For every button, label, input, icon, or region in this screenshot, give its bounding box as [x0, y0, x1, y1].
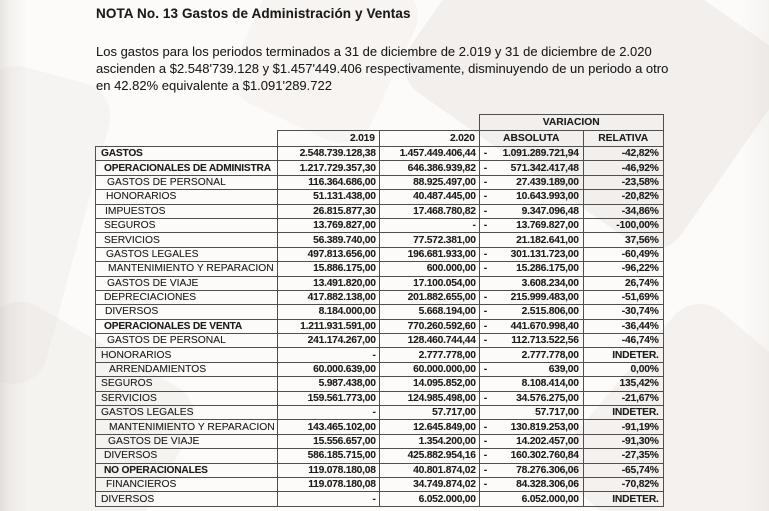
table-row [96, 204, 664, 218]
value-absoluta [479, 290, 583, 304]
row-label: GASTOS DE VIAJE [107, 277, 199, 289]
value-2020: 17.468.780,82 [379, 204, 479, 218]
table-row [96, 218, 664, 232]
absoluta-amount: 78.276.306,06 [516, 464, 579, 476]
value-2019: 1.217.729.357,30 [277, 161, 379, 175]
table-row [96, 391, 664, 405]
table-row [96, 247, 664, 261]
absoluta-amount: 441.670.998,40 [510, 320, 579, 332]
table-row [96, 175, 664, 189]
value-absoluta [479, 218, 583, 232]
variacion-header-row [96, 115, 664, 131]
minus-sign: - [483, 263, 488, 275]
value-absoluta [479, 449, 583, 463]
absoluta-amount: 130.819.253,00 [510, 421, 579, 433]
minus-sign: - [483, 248, 488, 260]
absoluta-amount: 14.202.457,00 [516, 436, 579, 447]
value-absoluta [479, 492, 583, 506]
absoluta-amount: 57.717,00 [535, 407, 579, 419]
table-row [96, 406, 664, 420]
table-row [96, 319, 664, 333]
value-absoluta [479, 434, 583, 448]
table-row [96, 233, 664, 247]
column-header-row [96, 131, 664, 147]
value-relativa: 135,42% [583, 377, 663, 391]
value-absoluta [479, 233, 583, 247]
row-label: OPERACIONALES DE VENTA [104, 320, 243, 332]
value-relativa: -91,30% [583, 434, 663, 448]
value-relativa: -96,22% [583, 262, 663, 276]
value-absoluta [479, 161, 583, 175]
minus-sign: - [483, 335, 488, 347]
value-absoluta [479, 362, 583, 376]
minus-sign: - [483, 392, 488, 404]
col-header-absoluta: ABSOLUTA [479, 131, 583, 147]
value-2020: 12.645.849,00 [379, 420, 479, 434]
value-2019: 13.491.820,00 [277, 276, 379, 290]
minus-sign: - [483, 306, 488, 318]
intro-paragraph [96, 43, 736, 95]
value-relativa: -21,67% [583, 391, 663, 405]
absoluta-amount: 9.347.096,48 [521, 205, 579, 217]
value-absoluta [479, 420, 583, 434]
absoluta-amount: 8.108.414,00 [521, 378, 579, 390]
value-2019: 1.211.931.591,00 [277, 319, 379, 333]
minus-sign: - [483, 162, 488, 174]
value-2020: 17.100.054,00 [379, 276, 479, 290]
row-label: ARRENDAMIENTOS [109, 364, 207, 376]
intro-paragraph-line: en 42.82% equivalente a $1.091'289.722 [96, 78, 332, 94]
value-relativa: -65,74% [583, 463, 663, 477]
value-2020: 646.386.939,82 [379, 161, 479, 175]
value-2020: 201.882.655,00 [379, 290, 479, 304]
value-2019: 159.561.773,00 [277, 391, 379, 405]
value-relativa: -51,69% [583, 290, 663, 304]
value-absoluta [479, 348, 583, 362]
row-label: HONORARIOS [106, 191, 177, 203]
intro-paragraph-line: ascienden a $2.548'739.128 y $1.457'449.406 respectivamente, disminuyendo de un periodo a otro [96, 61, 669, 77]
value-2019: - [277, 406, 379, 420]
value-relativa: -70,82% [583, 477, 663, 491]
table-row [96, 377, 664, 391]
value-2020: 77.572.381,00 [379, 233, 479, 247]
row-label: MANTENIMIENTO Y REPARACION [108, 263, 274, 275]
value-2020: 1.354.200,00 [379, 434, 479, 448]
table-row [96, 434, 664, 448]
value-relativa: -20,82% [583, 190, 663, 204]
row-label: DIVERSOS [105, 306, 159, 318]
table-row [96, 420, 664, 434]
value-2019: 5.987.438,00 [277, 377, 379, 391]
value-2020: 14.095.852,00 [379, 377, 479, 391]
row-label: GASTOS LEGALES [106, 248, 199, 260]
value-2019: 13.769.827,00 [277, 218, 379, 232]
minus-sign: - [483, 220, 488, 232]
value-2020: 60.000.000,00 [379, 362, 479, 376]
absoluta-amount: 6.052.000,00 [521, 493, 579, 505]
table-row [96, 161, 664, 175]
value-relativa: -30,74% [583, 305, 663, 319]
absoluta-amount: 13.769.827,00 [516, 220, 579, 232]
value-relativa: INDETER. [583, 348, 663, 362]
minus-sign: - [483, 436, 488, 447]
value-2020: 40.801.874,02 [379, 463, 479, 477]
minus-sign: - [483, 421, 488, 433]
variacion-header: VARIACION [479, 115, 663, 131]
value-relativa: -42,82% [583, 147, 663, 161]
value-relativa: -46,74% [583, 334, 663, 348]
absoluta-amount: 2.515.806,00 [521, 306, 579, 318]
absoluta-amount: 34.576.275,00 [516, 392, 579, 404]
value-2019: 497.813.656,00 [277, 247, 379, 261]
table-row [96, 262, 664, 276]
row-label: DIVERSOS [104, 450, 158, 462]
row-label: GASTOS [101, 148, 143, 160]
value-2019: 56.389.740,00 [277, 233, 379, 247]
value-2020: 124.985.498,00 [379, 391, 479, 405]
value-2020: 600.000,00 [379, 262, 479, 276]
value-relativa: -36,44% [583, 319, 663, 333]
value-2019: 143.465.102,00 [277, 420, 379, 434]
value-2020: 88.925.497,00 [379, 175, 479, 189]
value-2020: 770.260.592,60 [379, 319, 479, 333]
value-2019: 8.184.000,00 [277, 305, 379, 319]
value-2020: 1.457.449.406,44 [379, 147, 479, 161]
absoluta-amount: 1.091.289.721,94 [502, 148, 579, 160]
value-relativa: 37,56% [583, 233, 663, 247]
value-2020: 40.487.445,00 [379, 190, 479, 204]
row-label: GASTOS LEGALES [101, 407, 194, 419]
value-absoluta [479, 377, 583, 391]
value-2019: 2.548.739.128,38 [277, 147, 379, 161]
value-absoluta [479, 477, 583, 491]
absoluta-amount: 84.328.306,06 [516, 479, 579, 491]
table-row [96, 305, 664, 319]
value-absoluta [479, 247, 583, 261]
row-label: MANTENIMIENTO Y REPARACION [109, 421, 275, 433]
value-absoluta [479, 463, 583, 477]
value-2019: 119.078.180,08 [277, 477, 379, 491]
table-row [96, 492, 664, 506]
table-row [96, 362, 664, 376]
row-label: SEGUROS [104, 220, 156, 232]
value-2020: 6.052.000,00 [379, 492, 479, 506]
value-2019: 119.078.180,08 [277, 463, 379, 477]
value-relativa: 26,74% [583, 276, 663, 290]
absoluta-amount: 215.999.483,00 [510, 292, 579, 304]
value-2020: - [379, 218, 479, 232]
value-2019: 60.000.639,00 [277, 362, 379, 376]
table-row [96, 276, 664, 290]
value-relativa: -23,58% [583, 175, 663, 189]
row-label: SERVICIOS [101, 392, 157, 404]
minus-sign: - [483, 479, 488, 491]
row-label: DIVERSOS [101, 493, 155, 505]
absoluta-amount: 112.713.522,56 [511, 335, 579, 347]
value-absoluta [479, 147, 583, 161]
minus-sign: - [483, 364, 488, 376]
absoluta-amount: 15.286.175,00 [516, 263, 579, 275]
absoluta-amount: 160.302.760,84 [510, 450, 579, 462]
value-absoluta [479, 175, 583, 189]
value-relativa: INDETER. [583, 492, 663, 506]
minus-sign: - [483, 320, 488, 332]
minus-sign: - [483, 148, 488, 160]
value-relativa: -60,49% [583, 247, 663, 261]
row-label: SEGUROS [101, 378, 153, 390]
value-2020: 57.717,00 [379, 406, 479, 420]
absoluta-amount: 27.439.189,00 [516, 176, 579, 188]
table-row [96, 449, 664, 463]
value-2019: 116.364.686,00 [277, 175, 379, 189]
value-2020: 196.681.933,00 [379, 247, 479, 261]
value-relativa: 0,00% [583, 362, 663, 376]
value-relativa: -91,19% [583, 420, 663, 434]
col-header-relativa: RELATIVA [583, 131, 663, 147]
value-2019: 417.882.138,00 [277, 290, 379, 304]
absoluta-amount: 2.777.778,00 [521, 349, 579, 361]
value-absoluta [479, 204, 583, 218]
value-absoluta [479, 391, 583, 405]
table-row [96, 334, 664, 348]
row-label: GASTOS DE VIAJE [108, 436, 200, 447]
value-2020: 5.668.194,00 [379, 305, 479, 319]
row-label: OPERACIONALES DE ADMINISTRA [104, 162, 271, 174]
minus-sign: - [483, 292, 488, 304]
value-absoluta [479, 262, 583, 276]
value-relativa: -34,86% [583, 204, 663, 218]
value-relativa: INDETER. [583, 406, 663, 420]
value-2020: 128.460.744,44 [379, 334, 479, 348]
intro-paragraph-line: Los gastos para los periodos terminados a 31 de diciembre de 2.019 y 31 de diciembre de 2.020 [96, 44, 652, 59]
absoluta-amount: 639,00 [548, 364, 579, 376]
value-relativa: -46,92% [583, 161, 663, 175]
blank-header-cell [96, 131, 278, 147]
value-2019: 51.131.438,00 [277, 190, 379, 204]
note-title: NOTA No. 13 Gastos de Administración y Ventas [96, 6, 411, 21]
value-absoluta [479, 305, 583, 319]
row-label: GASTOS DE PERSONAL [107, 176, 226, 188]
row-label: GASTOS DE PERSONAL [107, 335, 226, 347]
minus-sign: - [483, 450, 488, 462]
table-row [96, 290, 664, 304]
value-absoluta [479, 334, 583, 348]
row-label: NO OPERACIONALES [104, 464, 208, 476]
expenses-table-body [96, 147, 664, 507]
minus-sign: - [483, 464, 488, 476]
row-label: DEPRECIACIONES [104, 292, 197, 304]
minus-sign: - [483, 176, 488, 188]
absoluta-amount: 3.608.234,00 [521, 277, 579, 289]
value-2019: 15.886.175,00 [277, 262, 379, 276]
value-absoluta [479, 190, 583, 204]
absoluta-amount: 301.131.723,00 [510, 248, 579, 260]
value-absoluta [479, 406, 583, 420]
absoluta-amount: 10.643.993,00 [516, 191, 579, 203]
value-absoluta [479, 319, 583, 333]
table-row [96, 477, 664, 491]
expenses-table-container [95, 114, 664, 507]
row-label: SERVICIOS [104, 234, 160, 246]
value-2019: 26.815.877,30 [277, 204, 379, 218]
table-row [96, 463, 664, 477]
minus-sign: - [483, 191, 488, 203]
value-2020: 425.882.954,16 [379, 449, 479, 463]
value-relativa: -27,35% [583, 449, 663, 463]
value-2020: 2.777.778,00 [379, 348, 479, 362]
row-label: HONORARIOS [101, 349, 172, 361]
col-header-2020: 2.020 [379, 131, 479, 147]
value-2019: - [277, 492, 379, 506]
table-row [96, 147, 664, 161]
col-header-2019: 2.019 [277, 131, 379, 147]
row-label: IMPUESTOS [105, 205, 166, 217]
value-2020: 34.749.874,02 [379, 477, 479, 491]
value-2019: 586.185.715,00 [277, 449, 379, 463]
expenses-table [95, 114, 664, 507]
blank-header-cell [96, 115, 480, 131]
absoluta-amount: 21.182.641,00 [516, 234, 579, 246]
table-row [96, 348, 664, 362]
value-2019: - [277, 348, 379, 362]
minus-sign: - [483, 205, 488, 217]
value-relativa: -100,00% [583, 218, 663, 232]
value-absoluta [479, 276, 583, 290]
absoluta-amount: 571.342.417,48 [510, 162, 579, 174]
row-label: FINANCIEROS [106, 479, 177, 491]
table-row [96, 190, 664, 204]
value-2019: 241.174.267,00 [277, 334, 379, 348]
value-2019: 15.556.657,00 [277, 434, 379, 448]
